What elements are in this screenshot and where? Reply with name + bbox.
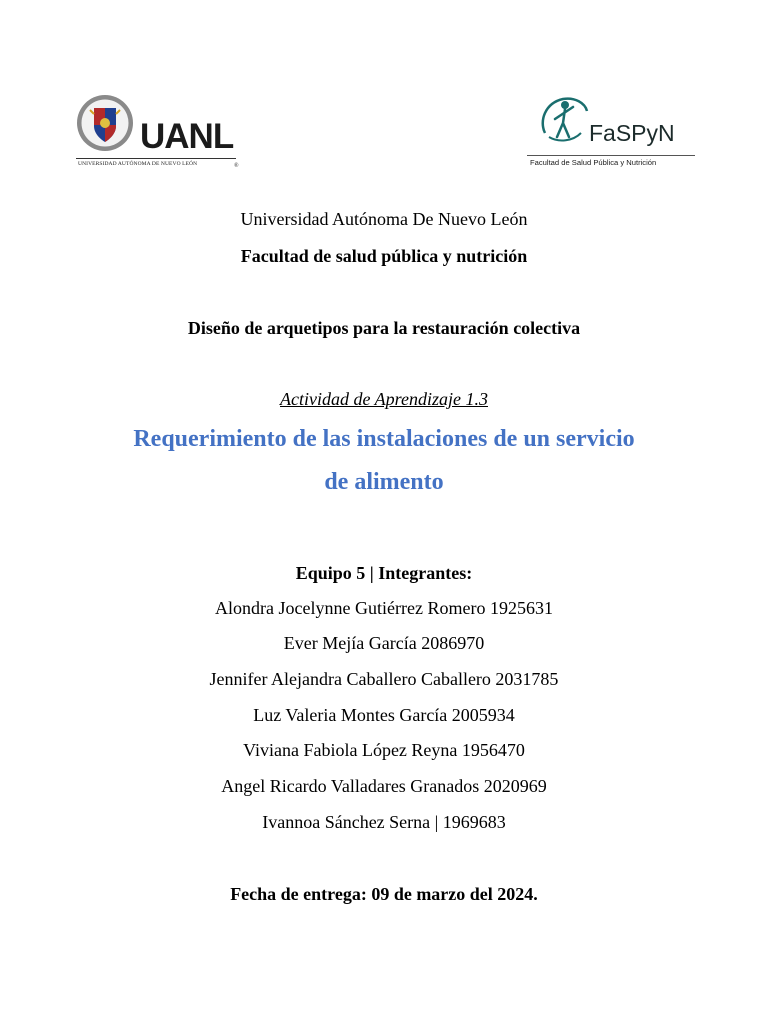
team-member: Ever Mejía García 2086970 (283, 633, 485, 653)
team-heading: Equipo 5 | Integrantes: (295, 563, 473, 583)
uanl-divider (76, 158, 236, 159)
team-member: Alondra Jocelynne Gutiérrez Romero 1925631 (215, 598, 553, 618)
activity-label: Actividad de Aprendizaje 1.3 (280, 389, 488, 409)
uanl-registered-mark: ® (234, 163, 239, 169)
uanl-logo (76, 92, 246, 174)
faspyn-logo (527, 93, 702, 173)
uanl-subtitle: UNIVERSIDAD AUTÓNOMA DE NUEVO LEÓN (78, 161, 198, 167)
uanl-shield-icon (76, 92, 134, 154)
team-member: Angel Ricardo Valladares Granados 2020969 (221, 776, 547, 796)
team-member: Luz Valeria Montes García 2005934 (253, 705, 515, 725)
team-member: Jennifer Alejandra Caballero Caballero 2031785 (209, 669, 559, 689)
activity-title-line2: de alimento (324, 469, 444, 495)
university-name: Universidad Autónoma De Nuevo León (240, 209, 528, 229)
team-member: Viviana Fabiola López Reyna 1956470 (243, 740, 525, 760)
faculty-name: Facultad de salud pública y nutrición (240, 246, 528, 266)
faspyn-wordmark: FaSPyN (589, 120, 675, 146)
uanl-wordmark: UANL (140, 117, 234, 156)
header-logos (0, 0, 768, 190)
faspyn-divider (527, 155, 695, 156)
activity-label-wrap (0, 388, 768, 410)
course-name: Diseño de arquetipos para la restauración colectiva (187, 318, 581, 338)
due-date: Fecha de entrega: 09 de marzo del 2024. (230, 884, 538, 904)
faspyn-emblem-icon (535, 93, 591, 149)
faspyn-subtitle: Facultad de Salud Pública y Nutrición (530, 158, 657, 167)
team-member: Ivannoa Sánchez Serna | 1969683 (262, 812, 506, 832)
activity-title-line1: Requerimiento de las instalaciones de un servicio (133, 426, 635, 452)
